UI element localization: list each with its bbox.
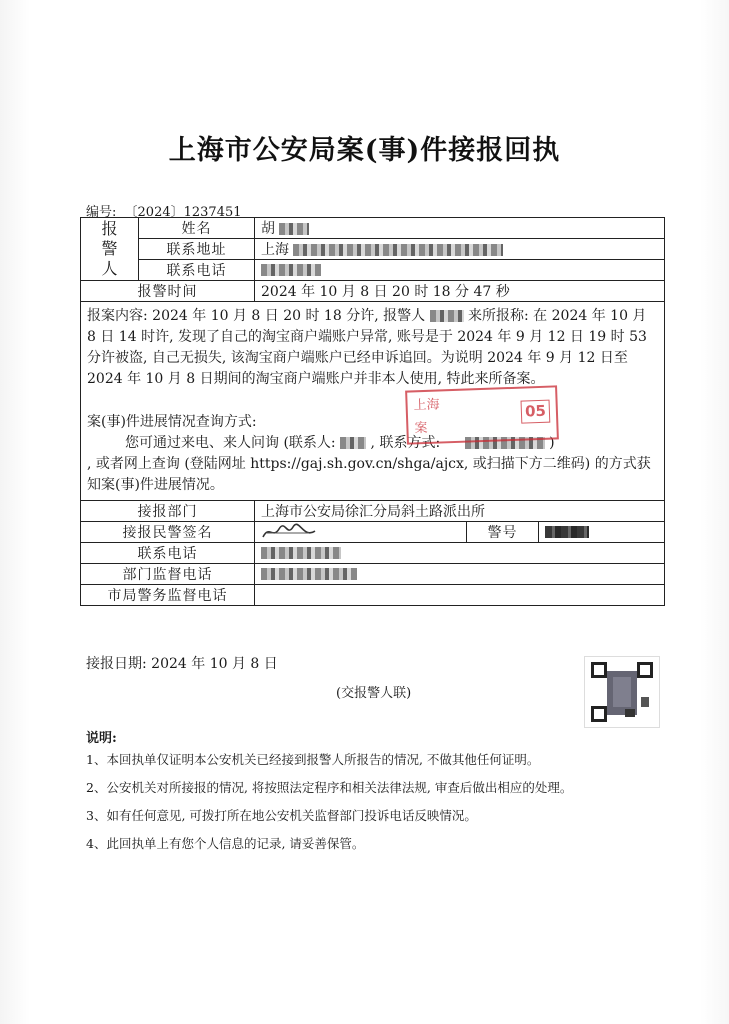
note-item: 1、本回执单仅证明本公安机关已经接到报警人所报告的情况, 不做其他任何证明。 — [86, 752, 540, 767]
address-label: 联系地址 — [139, 239, 255, 260]
note-item: 4、此回执单上有您个人信息的记录, 请妥善保管。 — [86, 836, 365, 851]
note-item: 3、如有任何意见, 可拨打所在地公安机关监督部门投诉电话反映情况。 — [86, 808, 477, 823]
reporter-phone-value — [255, 260, 665, 281]
badge-value — [539, 522, 665, 543]
city-supervision-value — [255, 585, 665, 606]
redacted-dept-phone — [261, 568, 357, 580]
redacted-contact-name — [340, 437, 366, 449]
report-time-label: 报警时间 — [81, 281, 255, 302]
dept-label: 接报部门 — [81, 501, 255, 522]
progress-line2: , 或者网上查询 (登陆网址 https://gaj.sh.gov.cn/shga/ajcx, 或扫描下方二维码) 的方式获知案(事)件进展情况。 — [87, 456, 651, 493]
name-value — [255, 218, 665, 239]
redacted-phone — [261, 264, 321, 276]
stamp-text-2: 案 — [414, 420, 428, 437]
official-seal-stamp — [405, 385, 559, 444]
address-value — [255, 239, 665, 260]
qr-code-icon — [584, 656, 660, 728]
page-title: 上海市公安局案(事)件接报回执 — [168, 135, 561, 166]
serial-value: 〔2024〕1237451 — [124, 205, 242, 220]
report-content — [87, 306, 658, 390]
stamp-code: 05 — [521, 400, 551, 424]
stamp-text-1: 上海 — [413, 397, 440, 414]
name-text: 胡 — [261, 221, 275, 237]
progress-line1 — [87, 433, 658, 454]
signature-scribble — [261, 523, 317, 541]
reporter-side-label — [81, 218, 139, 281]
dept-supervision-label: 部门监督电话 — [81, 564, 255, 585]
progress-heading: 案(事)件进展情况查询方式: — [87, 414, 257, 430]
report-content-prefix: 报案内容: 2024 年 10 月 8 日 20 时 18 分许, 报警人 — [87, 308, 426, 324]
progress-close-paren: ) — [549, 435, 555, 451]
report-content-cell — [81, 302, 665, 501]
redacted-name — [279, 223, 309, 235]
serial-label: 编号: — [86, 205, 117, 220]
progress-contact-label: 您可通过来电、来人问询 (联系人: — [125, 435, 336, 451]
dept-value: 上海市公安局徐汇分局斜土路派出所 — [255, 501, 665, 522]
redacted-badge — [545, 526, 589, 538]
progress-method-label: , 联系方式: — [370, 435, 441, 451]
redacted-address — [293, 244, 503, 256]
reporter-side-text: 报警人 — [101, 219, 118, 278]
officer-signature-label: 接报民警签名 — [81, 522, 255, 543]
note-item: 2、公安机关对所接报的情况, 将按照法定程序和相关法律法规, 审查后做出相应的处理。 — [86, 780, 573, 795]
officer-signature-value — [255, 522, 467, 543]
report-content-body: 来所报称: 在 2024 年 10 月 8 日 14 时许, 发现了自己的淘宝商户端账户异常, 账号是于 2024 年 9 月 12 日 19 时 53 分许被盗, 自己无损失, 该淘宝商户端账户已经申诉追回。为说明 2024 年 9 月 12 日至 2024 年 10 月 8 日期间的淘宝商户端账户并非本人使用, 特此来所备案。 — [87, 308, 647, 387]
copy-note: (交报警人联) — [336, 686, 412, 701]
city-supervision-label: 市局警务监督电话 — [81, 585, 255, 606]
name-label: 姓名 — [139, 218, 255, 239]
officer-phone-label: 联系电话 — [81, 543, 255, 564]
report-form-table — [80, 217, 665, 606]
address-text: 上海 — [261, 242, 289, 258]
notes-list — [86, 750, 666, 862]
receipt-date: 接报日期: 2024 年 10 月 8 日 — [86, 656, 278, 672]
badge-label: 警号 — [467, 522, 539, 543]
dept-supervision-value — [255, 564, 665, 585]
reporter-phone-label: 联系电话 — [139, 260, 255, 281]
officer-phone-value — [255, 543, 665, 564]
report-time-value: 2024 年 10 月 8 日 20 时 18 分 47 秒 — [255, 281, 665, 302]
redacted-reporter — [430, 310, 464, 322]
redacted-officer-phone — [261, 547, 341, 559]
notes-title: 说明: — [86, 731, 117, 746]
